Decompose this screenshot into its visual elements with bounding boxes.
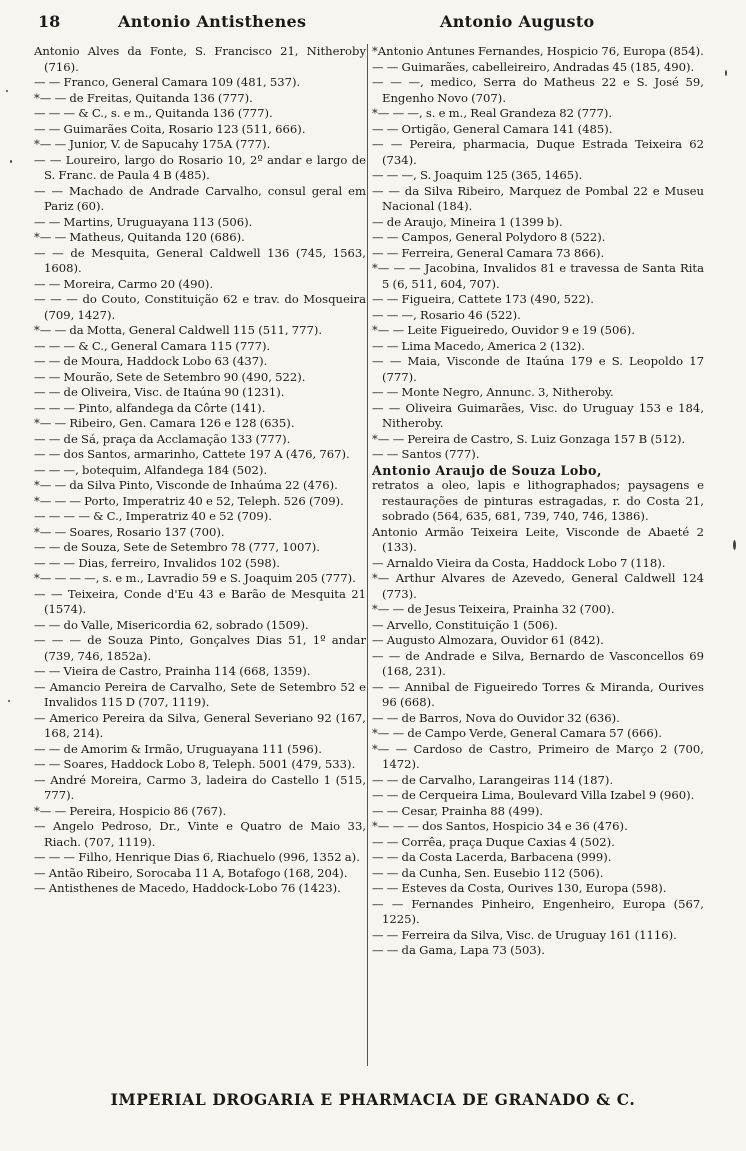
directory-entry: — — Annibal de Figueiredo Torres & Miranda, Ourives 96 (668). bbox=[372, 679, 704, 709]
directory-entry: — — —, S. Joaquim 125 (365, 1465). bbox=[372, 168, 583, 182]
directory-entry: — — Guimarães, cabelleireiro, Andradas 45 (185, 490). bbox=[372, 59, 695, 74]
directory-entry: — — de Oliveira, Visc. de Itaúna 90 (1231). bbox=[34, 385, 285, 399]
print-speck bbox=[10, 160, 12, 163]
directory-entry: *— — de Freitas, Quitanda 136 (777). bbox=[34, 90, 253, 105]
directory-entry: — — — Filho, Henrique Dias 6, Riachuelo (996, 1352 a). bbox=[34, 850, 360, 864]
directory-entry: — — de Moura, Haddock Lobo 63 (437). bbox=[34, 354, 268, 368]
directory-entry: retratos a oleo, lapis e lithographados; paysagens e restaurações de pinturas estragadas, r. do Costa 21, sobrado (564, 635, 681, 739, 740, 746, 1386). bbox=[372, 478, 704, 523]
directory-entry: *— — Ribeiro, Gen. Camara 126 e 128 (635). bbox=[34, 416, 295, 430]
directory-entry: — — Cesar, Prainha 88 (499). bbox=[372, 803, 544, 818]
directory-entry: — — Mourão, Sete de Setembro 90 (490, 522). bbox=[34, 369, 306, 384]
right-running-head: Antonio Augusto bbox=[440, 12, 595, 31]
directory-entry: *— — da Silva Pinto, Visconde de Inhaúma 22 (476). bbox=[34, 478, 338, 492]
directory-entry: — — de Souza, Sete de Setembro 78 (777, 1007). bbox=[34, 540, 320, 554]
directory-entry: — — de Mesquita, General Caldwell 136 (745, 1563, 1608). bbox=[34, 245, 366, 275]
left-running-head: Antonio Antisthenes bbox=[118, 12, 307, 31]
directory-entry: *— — Junior, V. de Sapucahy 175A (777). bbox=[34, 137, 271, 151]
directory-entry: *— — Matheus, Quitanda 120 (686). bbox=[34, 230, 245, 244]
directory-entry: — Augusto Almozara, Ouvidor 61 (842). bbox=[372, 633, 604, 647]
directory-entry: — — — de Souza Pinto, Gonçalves Dias 51, 1º andar (739, 746, 1852a). bbox=[34, 633, 366, 663]
directory-entry: — — — — & C., Imperatriz 40 e 52 (709). bbox=[34, 509, 272, 523]
directory-entry: — — de Andrade e Silva, Bernardo de Vasconcellos 69 (168, 231). bbox=[372, 648, 704, 678]
directory-entry: — — —, botequim, Alfandega 184 (502). bbox=[34, 462, 268, 477]
directory-entry: — — — & C., General Camara 115 (777). bbox=[34, 338, 271, 353]
directory-entry: — — Ortigão, General Camara 141 (485). bbox=[372, 121, 613, 136]
directory-entry: — — da Costa Lacerda, Barbacena (999). bbox=[372, 850, 612, 864]
directory-entry: *— — — —, s. e m., Lavradio 59 e S. Joaquim 205 (777). bbox=[34, 571, 356, 585]
directory-entry: — — Corrêa, praça Duque Caxias 4 (502). bbox=[372, 834, 615, 849]
print-speck bbox=[6, 90, 8, 92]
directory-entry: — — Vieira de Castro, Prainha 114 (668, 1359). bbox=[34, 664, 311, 678]
directory-entry: — — Fernandes Pinheiro, Engenheiro, Europa (567, 1225). bbox=[372, 896, 704, 926]
directory-entry: — — —, Rosario 46 (522). bbox=[372, 307, 521, 322]
directory-entry: — — Machado de Andrade Carvalho, consul geral em Pariz (60). bbox=[34, 183, 366, 213]
page-number: 18 bbox=[38, 12, 61, 31]
directory-entry: — Amancio Pereira de Carvalho, Sete de Setembro 52 e Invalidos 115 D (707, 1119). bbox=[34, 679, 366, 709]
directory-entry: — — — Dias, ferreiro, Invalidos 102 (598). bbox=[34, 555, 280, 570]
directory-entry: Antonio Armão Teixeira Leite, Visconde de Abaeté 2 (133). bbox=[372, 524, 704, 554]
directory-entry: — — Figueira, Cattete 173 (490, 522). bbox=[372, 292, 594, 306]
directory-entry: *— — Cardoso de Castro, Primeiro de Março 2 (700, 1472). bbox=[372, 741, 704, 771]
directory-entry: — — Soares, Haddock Lobo 8, Teleph. 5001 (479, 533). bbox=[34, 757, 356, 771]
directory-entry: *— — de Jesus Teixeira, Prainha 32 (700). bbox=[372, 602, 615, 616]
left-column bbox=[34, 44, 366, 897]
footer-advertisement: IMPERIAL DROGARIA E PHARMACIA DE GRANADO & C. bbox=[110, 1090, 636, 1109]
directory-entry: — — Ferreira da Silva, Visc. de Uruguay 161 (1116). bbox=[372, 927, 677, 942]
print-speck bbox=[8, 700, 10, 702]
directory-entry: — — Santos (777). bbox=[372, 447, 480, 461]
print-speck bbox=[733, 540, 736, 550]
directory-entry: *— Arthur Alvares de Azevedo, General Caldwell 124 (773). bbox=[372, 571, 704, 601]
directory-entry: — — de Carvalho, Larangeiras 114 (187). bbox=[372, 772, 614, 787]
directory-entry: — — Oliveira Guimarães, Visc. do Uruguay 153 e 184, Nitheroby. bbox=[372, 400, 704, 430]
directory-entry: — — —, medico, Serra do Matheus 22 e S. José 59, Engenho Novo (707). bbox=[372, 75, 704, 105]
directory-entry: — — de Barros, Nova do Ouvidor 32 (636). bbox=[372, 710, 620, 725]
directory-entry: — — de Cerqueira Lima, Boulevard Villa Izabel 9 (960). bbox=[372, 788, 695, 802]
directory-entry: — — — do Couto, Constituição 62 e trav. do Mosqueira (709, 1427). bbox=[34, 292, 366, 322]
right-column bbox=[372, 44, 704, 959]
print-speck bbox=[725, 70, 727, 76]
directory-entry: — — Teixeira, Conde d'Eu 43 e Barão de Mesquita 21 (1574). bbox=[34, 586, 366, 616]
directory-entry: *Antonio Antunes Fernandes, Hospicio 76, Europa (854). bbox=[372, 44, 704, 58]
directory-entry: — André Moreira, Carmo 3, ladeira do Castello 1 (515, 777). bbox=[34, 772, 366, 802]
directory-entry: Antonio Alves da Fonte, S. Francisco 21, Nitheroby (716). bbox=[34, 44, 366, 74]
directory-entry: — — — & C., s. e m., Quitanda 136 (777). bbox=[34, 106, 273, 120]
column-divider bbox=[367, 44, 368, 1066]
directory-entry: — — de Sá, praça da Acclamação 133 (777). bbox=[34, 431, 291, 446]
directory-entry: — — Pereira, pharmacia, Duque Estrada Teixeira 62 (734). bbox=[372, 137, 704, 167]
directory-entry: Antonio Araujo de Souza Lobo, bbox=[372, 462, 602, 478]
directory-entry: — — Moreira, Carmo 20 (490). bbox=[34, 276, 214, 291]
directory-entry: — Arnaldo Vieira da Costa, Haddock Lobo 7 (118). bbox=[372, 555, 666, 570]
directory-entry: — — da Cunha, Sen. Eusebio 112 (506). bbox=[372, 865, 604, 880]
directory-entry: — — Ferreira, General Camara 73 866). bbox=[372, 245, 605, 260]
directory-entry: *— — — dos Santos, Hospicio 34 e 36 (476). bbox=[372, 819, 628, 833]
directory-entry: — Arvello, Constituição 1 (506). bbox=[372, 617, 558, 632]
directory-entry: — — Martins, Uruguayana 113 (506). bbox=[34, 214, 253, 229]
directory-entry: — Angelo Pedroso, Dr., Vinte e Quatro de Maio 33, Riach. (707, 1119). bbox=[34, 819, 366, 849]
directory-entry: — — — Pinto, alfandega da Côrte (141). bbox=[34, 400, 266, 415]
directory-entry: — — da Gama, Lapa 73 (503). bbox=[372, 943, 545, 957]
directory-entry: — — Guimarães Coita, Rosario 123 (511, 666). bbox=[34, 121, 306, 136]
directory-entry: — Americo Pereira da Silva, General Severiano 92 (167, 168, 214). bbox=[34, 710, 366, 740]
directory-entry: *— — — Jacobina, Invalidos 81 e travessa de Santa Rita 5 (6, 511, 604, 707). bbox=[372, 261, 704, 291]
directory-entry: *— — — Porto, Imperatriz 40 e 52, Teleph. 526 (709). bbox=[34, 493, 344, 508]
directory-entry: — — do Valle, Misericordia 62, sobrado (1509). bbox=[34, 617, 309, 632]
directory-entry: — — dos Santos, armarinho, Cattete 197 A (476, 767). bbox=[34, 447, 350, 461]
directory-entry: — — Lima Macedo, America 2 (132). bbox=[372, 338, 585, 353]
directory-entry: *— — de Campo Verde, General Camara 57 (666). bbox=[372, 726, 662, 740]
directory-entry: — de Araujo, Mineira 1 (1399 b). bbox=[372, 214, 563, 229]
directory-entry: *— — Leite Figueiredo, Ouvidor 9 e 19 (506). bbox=[372, 323, 635, 337]
directory-entry: *— — da Motta, General Caldwell 115 (511, 777). bbox=[34, 323, 323, 337]
directory-entry: — — Campos, General Polydoro 8 (522). bbox=[372, 230, 606, 244]
directory-entry: *— — Pereira, Hospicio 86 (767). bbox=[34, 803, 227, 818]
directory-entry: — — de Amorim & Irmão, Uruguayana 111 (596). bbox=[34, 741, 322, 756]
directory-entry: — Antão Ribeiro, Sorocaba 11 A, Botafogo (168, 204). bbox=[34, 865, 348, 880]
directory-entry: *— — Soares, Rosario 137 (700). bbox=[34, 524, 225, 539]
directory-entry: — — Maia, Visconde de Itaúna 179 e S. Leopoldo 17 (777). bbox=[372, 354, 704, 384]
directory-entry: — — Monte Negro, Annunc. 3, Nitheroby. bbox=[372, 385, 614, 399]
directory-entry: *— — Pereira de Castro, S. Luiz Gonzaga 157 B (512). bbox=[372, 431, 686, 446]
directory-entry: — — Franco, General Camara 109 (481, 537). bbox=[34, 75, 301, 89]
directory-entry: — — da Silva Ribeiro, Marquez de Pombal 22 e Museu Nacional (184). bbox=[372, 183, 704, 213]
directory-entry: — — Loureiro, largo do Rosario 10, 2º andar e largo de S. Franc. de Paula 4 B (485). bbox=[34, 152, 366, 182]
directory-entry: *— — —, s. e m., Real Grandeza 82 (777). bbox=[372, 106, 613, 120]
directory-entry: — — Esteves da Costa, Ourives 130, Europa (598). bbox=[372, 881, 667, 895]
directory-entry: — Antisthenes de Macedo, Haddock-Lobo 76 (1423). bbox=[34, 881, 341, 895]
